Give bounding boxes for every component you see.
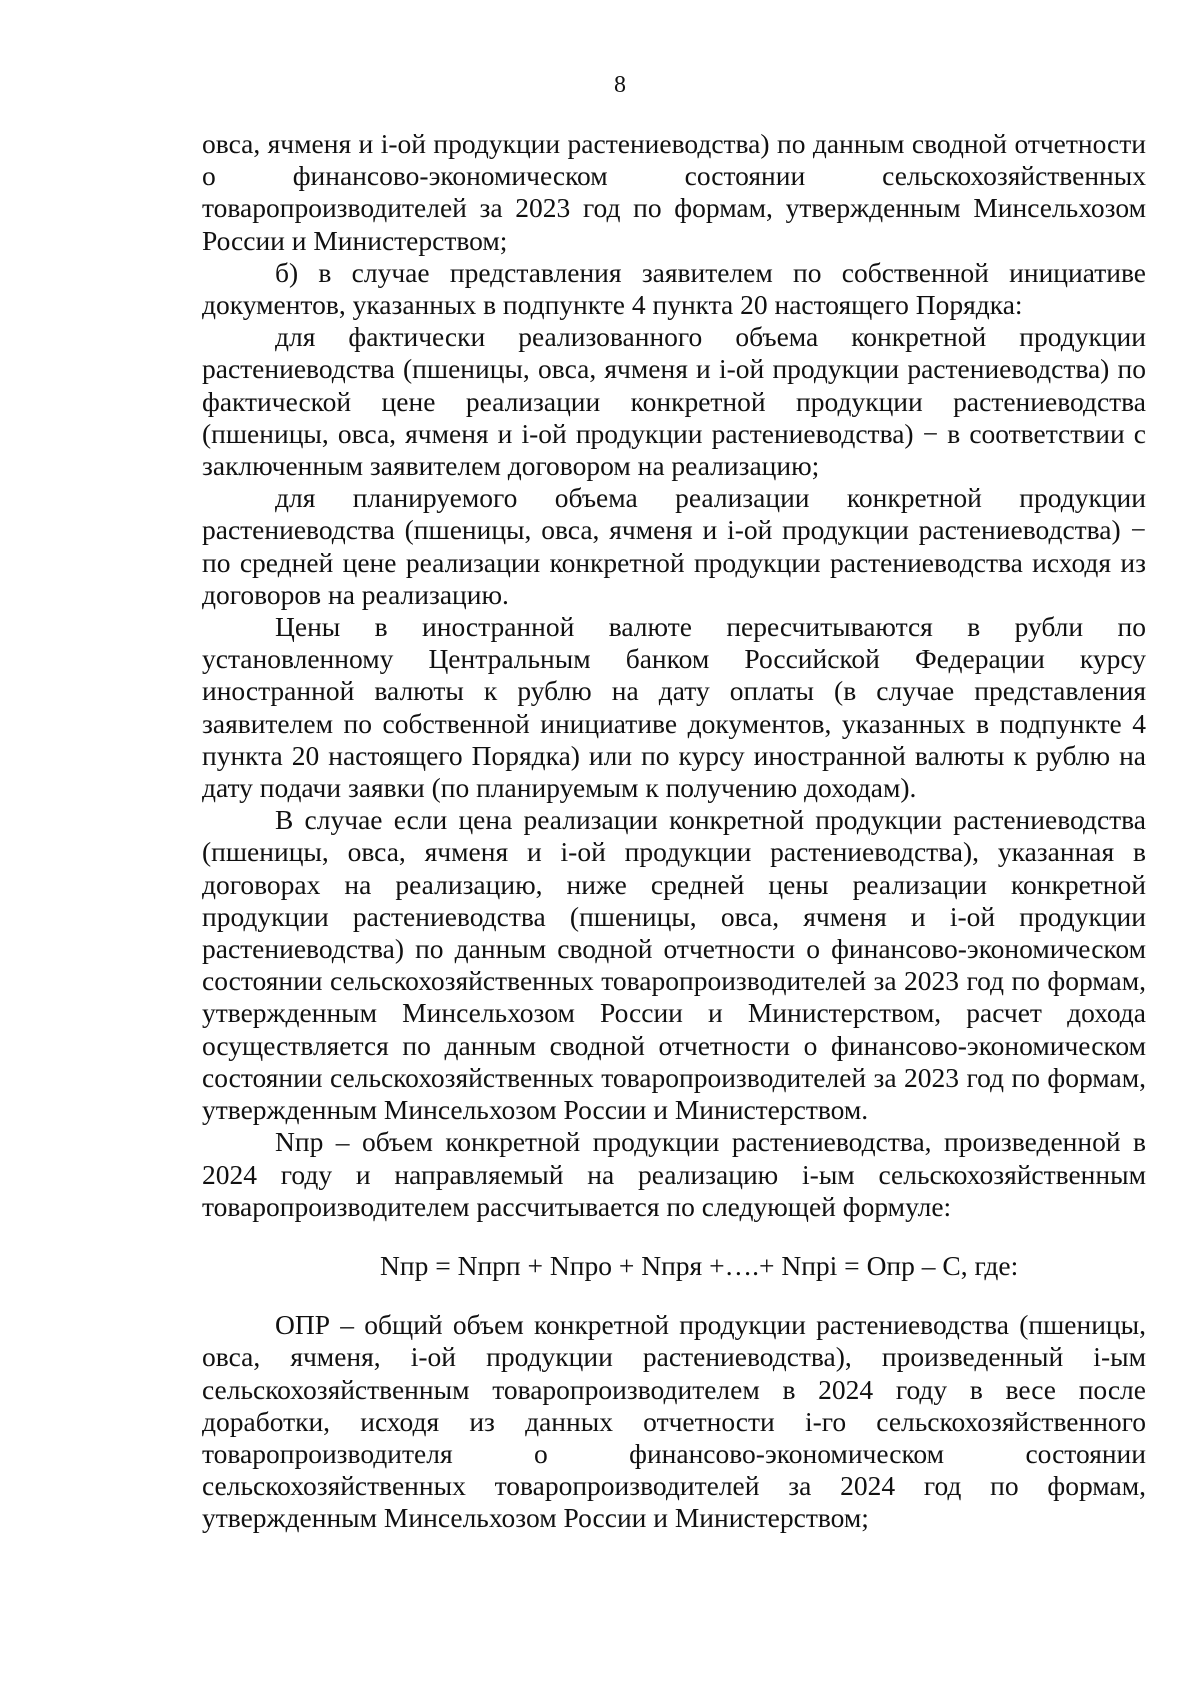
document-body <box>202 128 1146 1535</box>
paragraph-subitem-b: б) в случае представления заявителем по собственной инициативе документов, указанных в подпункте 4 пункта 20 настоящего Порядка: <box>202 256 1146 321</box>
paragraph-opr-definition: ОПР – общий объем конкретной продукции растениеводства (пшеницы, овса, ячменя, i-ой продукции растениеводства), произведенный i-ым сельскохозяйственным товаропроизводителем в 2024 году в весе после доработки, исходя из данных отчетности i-го сельскохозяйственного товаропроизводителя о финансово-экономическом состоянии сельскохозяйственных товаропроизводителей за 2024 год по формам, утвержденным Минсельхозом России и Министерством; <box>202 1309 1146 1534</box>
paragraph-continuation: овса, ячменя и i-ой продукции растениеводства) по данным сводной отчетности о финансово-экономическом состоянии сельскохозяйственных товаропроизводителей за 2023 год по формам, утвержденным Минсельхозом России и Министерством; <box>202 128 1146 256</box>
paragraph-price-below-average: В случае если цена реализации конкретной продукции растениеводства (пшеницы, овса, ячменя и i-ой продукции растениеводства), указанная в договорах на реализацию, ниже средней цены реализации конкретной продукции растениеводства (пшеницы, овса, ячменя и i-ой продукции растениеводства) по данным сводной отчетности о финансово-экономическом состоянии сельскохозяйственных товаропроизводителей за 2023 год по формам, утвержденным Минсельхозом России и Министерством, расчет дохода осуществляется по данным сводной отчетности о финансово-экономическом состоянии сельскохозяйственных товаропроизводителей за 2023 год по формам, утвержденным Минсельхозом России и Министерством. <box>202 804 1146 1126</box>
paragraph-planned-volume: для планируемого объема реализации конкретной продукции растениеводства (пшеницы, овса, ячменя и i-ой продукции растениеводства) − по средней цене реализации конкретной продукции растениеводства исходя из договоров на реализацию. <box>202 482 1146 610</box>
paragraph-volume-definition: Nпр – объем конкретной продукции растениеводства, произведенной в 2024 году и направляемый на реализацию i-ым сельскохозяйственным товаропроизводителем рассчитывается по следующей формуле: <box>202 1126 1146 1222</box>
paragraph-currency-conversion: Цены в иностранной валюте пересчитываются в рубли по установленному Центральным банком Российской Федерации курсу иностранной валюты к рублю на дату оплаты (в случае представления заявителем по собственной инициативе документов, указанных в подпункте 4 пункта 20 настоящего Порядка) или по курсу иностранной валюты к рублю на дату подачи заявки (по планируемым к получению доходам). <box>202 611 1146 804</box>
paragraph-actual-volume: для фактически реализованного объема конкретной продукции растениеводства (пшеницы, овса, ячменя и i-ой продукции растениеводства) по фактической цене реализации конкретной продукции растениеводства (пшеницы, овса, ячменя и i-ой продукции растениеводства) − в соответствии с заключенным заявителем договором на реализацию; <box>202 321 1146 482</box>
formula: Nпр = Nпрп + Nпро + Nпря +….+ Nпрi = Опр – С, где: <box>380 1249 1019 1281</box>
page-number: 8 <box>614 72 626 98</box>
